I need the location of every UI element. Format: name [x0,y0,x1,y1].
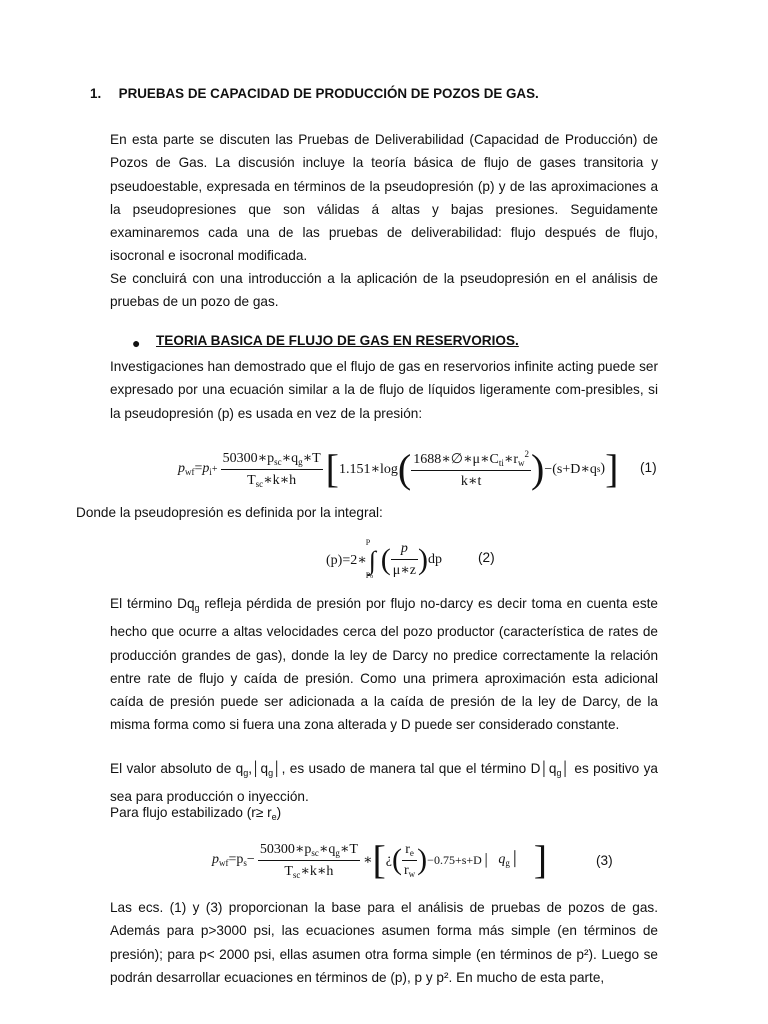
bullet-icon: ● [132,335,141,351]
body-line-3: Para flujo estabilizado $(r\ge r_e)$ [110,805,282,822]
equation-2: (p)=2∗ ∫ P Po ( $\frac{p}{\mu∗z}$ ) dp [326,538,442,580]
closing-paragraph: Las ecs. (1) y (3) proporcionan la base para el análisis de pruebas de pozos de gas. Además para p>3000 psi, las ecuaciones asumen forma más simple (en términos de presión); para p< 2000 psi, ellas asumen otra forma simple (en términos de p²). Luego se podrán desarrollar ecuaciones en términos de (p), p y p². En mucho de esta parte, [110,900,658,985]
bullet-title: TEORIA BASICA DE FLUJO DE GAS EN RESERVORIOS. [156,333,519,348]
body-paragraph-2: El valor absoluto de $q_g,│q_g│$, es usado de manera tal que el término $D│q_g│$ es positivo ya sea para producción o inyección. [110,761,658,805]
body-paragraph-1: El término $Dq_g$ refleja pérdida de presión por flujo no-darcy es decir toma en cuenta este hecho que ocurre a altas velocidades cerca del pozo productor (característica de rates de producción grandes de gas), donde la ley de Darcy no predice correctamente la relación entre rate de flujo y caída de presión. Como una primera aproximación esta adicional caída de presión puede ser adicionada a la caída de presión de la ley de Darcy, de la misma forma como si fuera una zona alterada y D puede ser considerado constante. [110,596,658,733]
equation-1-number: (1) [640,460,657,475]
equation-1: $p_{wf}$ = $p_i$ + $\frac{50300∗p_{sc}∗q_g∗T}{T_{sc}∗k∗h}$ [ 1.151∗log ( $\frac{1688∗\emptyset∗\mu∗C_{ti}∗r_w^2}{k∗t}$ ) −(s+D∗q s ) ] [178,446,619,491]
section-heading [90,86,539,101]
definition-line: Donde la pseudopresión es definida por la integral: [76,505,383,520]
section-title: PRUEBAS DE CAPACIDAD DE PRODUCCIÓN DE POZOS DE GAS. [118,86,539,101]
intro-paragraph-2: Se concluirá con una introducción a la aplicación de la pseudopresión en el análisis de pruebas de un pozo de gas. [110,271,658,310]
equation-3-number: (3) [596,853,613,868]
bullet-paragraph: Investigaciones han demostrado que el flujo de gas en reservorios infinite acting puede ser expresado por una ecuación similar a la de flujo de líquidos ligeramente com-presibles, si la pseudopresión (p) es usada en vez de la presión: [110,359,658,421]
equation-2-number: (2) [478,550,495,565]
section-number: 1. [90,86,102,101]
intro-paragraph-1: En esta parte se discuten las Pruebas de Deliverabilidad (Capacidad de Producción) de Pozos de Gas. La discusión incluye la teoría básica de flujo de gases transitoria y pseudoestable, expresada en términos de la pseudopresión (p) y de las aproximaciones a la pseudopresiones que son válidas á altas y bajas presiones. Seguidamente examinaremos cada una de las pruebas de deliverabilidad: flujo después de flujo, isocronal e isocronal modificada. [110,132,658,264]
equation-3: $p_{wf}$ $=p_s$ − $\frac{50300∗p_{sc}∗q_g∗T}{T_{sc}∗k∗h}$ ∗ [ ¿ ( $\frac{r_e}{r_w}$ ) −0.75+s+D│ $q_g│$ ] [212,837,548,882]
